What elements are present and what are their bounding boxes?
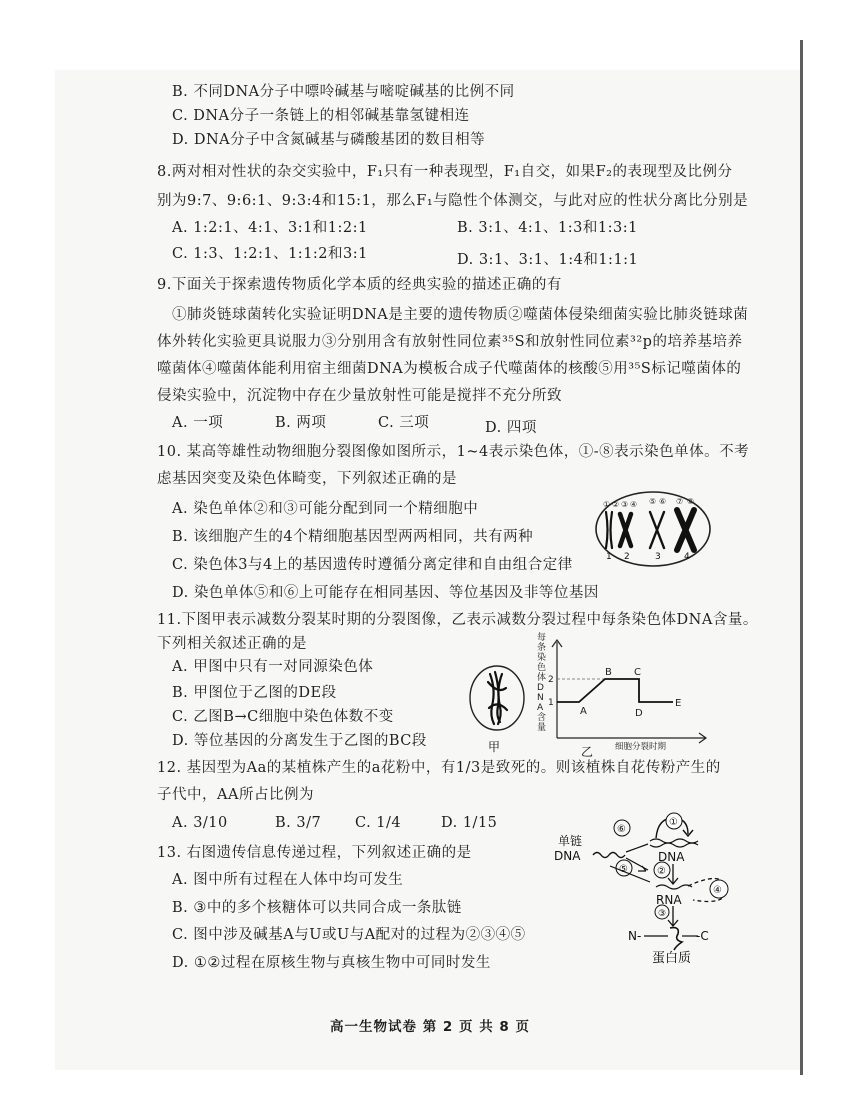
fig11-y-axis-label <box>537 631 546 733</box>
text-line: D. 3:1、3:1、1:4和1:1:1 <box>457 252 639 268</box>
fig11-y-axis-char: D <box>537 683 544 693</box>
fig11-point-c: C <box>634 667 641 678</box>
text-line: 虑基因突变及染色体畸变，下列叙述正确的是 <box>157 471 457 487</box>
fig10-label-2: ② <box>612 500 620 509</box>
fig13-process-6: ⑥ <box>617 824 626 835</box>
fig10-chr-2: 2 <box>624 552 630 562</box>
text-line: B. 3/7 <box>275 815 322 831</box>
fig13-process-1: ① <box>669 817 678 828</box>
text-line: D. 四项 <box>485 420 537 436</box>
fig13-n-label: N- <box>628 929 642 943</box>
fig11-ytick-1: 1 <box>548 698 554 708</box>
fig10-label-6: ⑥ <box>659 497 667 506</box>
page-footer: 高一生物试卷 第 2 页 共 8 页 <box>330 1019 530 1035</box>
fig13-rna-strand <box>656 885 692 889</box>
figure-10-cell-diagram <box>593 490 713 568</box>
fig11-yi-label: 乙 <box>581 745 594 759</box>
fig11-y-axis-char: 量 <box>537 723 547 733</box>
text-line: D. 染色单体⑤和⑥上可能存在相同基因、等位基因及非等位基因 <box>172 585 599 601</box>
text-line: 9.下面关于探索遗传物质化学本质的经典实验的描述正确的有 <box>157 277 562 293</box>
text-line: 下列相关叙述正确的是 <box>157 636 307 652</box>
text-line: 子代中，AA所占比例为 <box>157 787 314 803</box>
fig13-single-strand-label: 单链 <box>558 834 583 848</box>
fig13-single-strand-dna-label: DNA <box>554 849 581 863</box>
text-line: A. 染色单体②和③可能分配到同一个精细胞中 <box>172 501 479 517</box>
chromosome-4 <box>677 510 694 550</box>
text-line: C. 乙图B→C细胞中染色体数不变 <box>172 709 394 725</box>
fig10-chr-1: 1 <box>606 552 612 562</box>
chromosome-3 <box>650 512 664 548</box>
fig13-dna-strand <box>650 839 698 843</box>
text-line: C. DNA分子一条链上的相邻碱基靠氢键相连 <box>172 108 470 124</box>
fig11-point-b: B <box>605 667 612 678</box>
text-line: A. 甲图中只有一对同源染色体 <box>172 659 374 675</box>
fig11-point-d: D <box>635 708 643 719</box>
fig11-y-axis-char: 染 <box>537 653 547 663</box>
text-line: A. 一项 <box>172 415 224 431</box>
fig13-protein-label: 蛋白质 <box>652 951 692 966</box>
fig10-label-8: ⑧ <box>687 497 695 506</box>
text-line: B. 该细胞产生的4个精细胞基因型两两相同，共有两种 <box>172 529 534 545</box>
fig11-y-axis-char: 含 <box>537 713 547 723</box>
fig11-y-axis-char: A <box>537 703 544 713</box>
fig10-chr-3: 3 <box>655 552 661 562</box>
fig13-rna-label: RNA <box>656 893 682 907</box>
text-line: ①肺炎链球菌转化实验证明DNA是主要的遗传物质②噬菌体侵染细菌实验比肺炎链球菌 <box>172 307 749 323</box>
fig11-curve <box>557 679 673 702</box>
text-line: C. 染色体3与4上的基因遗传时遵循分离定律和自由组合定律 <box>172 557 573 573</box>
text-line: D. DNA分子中含氮碱基与磷酸基团的数目相等 <box>172 132 486 148</box>
text-line: C. 三项 <box>378 415 430 431</box>
text-line: 体外转化实验更具说服力③分别用含有放射性同位素³⁵S和放射性同位素³²p的培养基培养 <box>157 334 743 350</box>
figure-11-jia-cell <box>462 660 532 755</box>
fig10-label-4: ④ <box>630 500 638 509</box>
fig10-label-3: ③ <box>621 500 629 509</box>
fig11-point-a: A <box>580 706 587 717</box>
text-line: 别为9:7、9:6:1、9:3:4和15:1，那么F₁与隐性个体测交，与此对应的性状分离比分别是 <box>157 193 749 209</box>
chromosome-2 <box>620 514 631 546</box>
page-edge-shadow <box>800 40 803 1075</box>
fig13-process-2: ② <box>657 866 666 877</box>
fig11-point-e: E <box>675 698 682 709</box>
fig11-jia-label: 甲 <box>488 740 501 754</box>
figure-13-central-dogma <box>548 808 748 978</box>
text-line: C. 1:3、1:2:1、1:1:2和3:1 <box>172 246 368 262</box>
fig10-label-1: ① <box>603 500 611 509</box>
text-line: 13. 右图遗传信息传递过程，下列叙述正确的是 <box>157 845 472 861</box>
text-line: A. 1:2:1、4:1、3:1和1:2:1 <box>172 220 368 236</box>
fig13-single-dna-strand <box>593 853 625 858</box>
text-line: B. 甲图位于乙图的DE段 <box>172 685 337 701</box>
text-line: D. 等位基因的分离发生于乙图的BC段 <box>172 733 427 749</box>
text-line: B. ③中的多个核糖体可以共同合成一条肽链 <box>172 900 462 916</box>
fig13-process-3: ③ <box>658 909 667 919</box>
text-line: 侵染实验中，沉淀物中存在少量放射性可能是搅拌不充分所致 <box>157 388 562 404</box>
text-line: A. 图中所有过程在人体中均可发生 <box>172 872 404 888</box>
text-line: A. 3/10 <box>172 815 228 831</box>
text-line: C. 1/4 <box>355 815 402 831</box>
fig11-ytick-2: 2 <box>548 675 554 685</box>
fig13-process-4: ④ <box>713 885 722 896</box>
fig13-process-5: ⑤ <box>619 864 628 875</box>
text-line: D. 1/15 <box>441 815 498 831</box>
fig11-y-axis-char: N <box>537 693 544 703</box>
fig10-label-7: ⑦ <box>676 497 684 506</box>
text-line: B. 两项 <box>275 415 327 431</box>
fig11-y-axis-char: 色 <box>537 663 547 673</box>
fig13-c-label: -C <box>696 929 709 943</box>
text-line: C. 图中涉及碱基A与U或U与A配对的过程为②③④⑤ <box>172 927 526 943</box>
fig11-x-axis-label: 细胞分裂时期 <box>615 742 667 752</box>
text-line: B. 3:1、4:1、1:3和1:3:1 <box>457 220 638 236</box>
chromosome-1 <box>606 512 612 548</box>
fig10-label-5: ⑤ <box>649 497 657 506</box>
text-line: 8.两对相对性状的杂交实验中，F₁只有一种表现型，F₁自交，如果F₂的表现型及比例分 <box>157 164 733 180</box>
text-line: B. 不同DNA分子中嘌呤碱基与嘧啶碱基的比例不同 <box>172 84 515 100</box>
fig11-y-axis-char: 条 <box>537 643 547 653</box>
fig10-chr-4: 4 <box>684 552 690 562</box>
text-line: 10. 某高等雄性动物细胞分裂图像如图所示，1~4表示染色体，①-⑧表示染色单体。不考 <box>157 444 750 460</box>
text-line: 12. 基因型为Aa的某植株产生的a花粉中，有1/3是致死的。则该植株自花传粉产生的 <box>157 760 721 776</box>
fig11-y-axis-char: 体 <box>537 673 547 683</box>
text-line: 11.下图甲表示减数分裂某时期的分裂图像，乙表示减数分裂过程中每条染色体DNA含量。 <box>157 612 758 628</box>
figure-11-yi-chart <box>535 630 715 760</box>
fig13-dna-label: DNA <box>658 850 685 864</box>
fig11-y-axis-char: 每 <box>537 633 547 643</box>
text-line: D. ①②过程在原核生物与真核生物中可同时发生 <box>172 955 491 971</box>
text-line: 噬菌体④噬菌体能利用宿主细菌DNA为模板合成子代噬菌体的核酸⑤用³⁵S标记噬菌体的 <box>157 361 742 377</box>
fig13-protein-fold <box>670 928 682 950</box>
